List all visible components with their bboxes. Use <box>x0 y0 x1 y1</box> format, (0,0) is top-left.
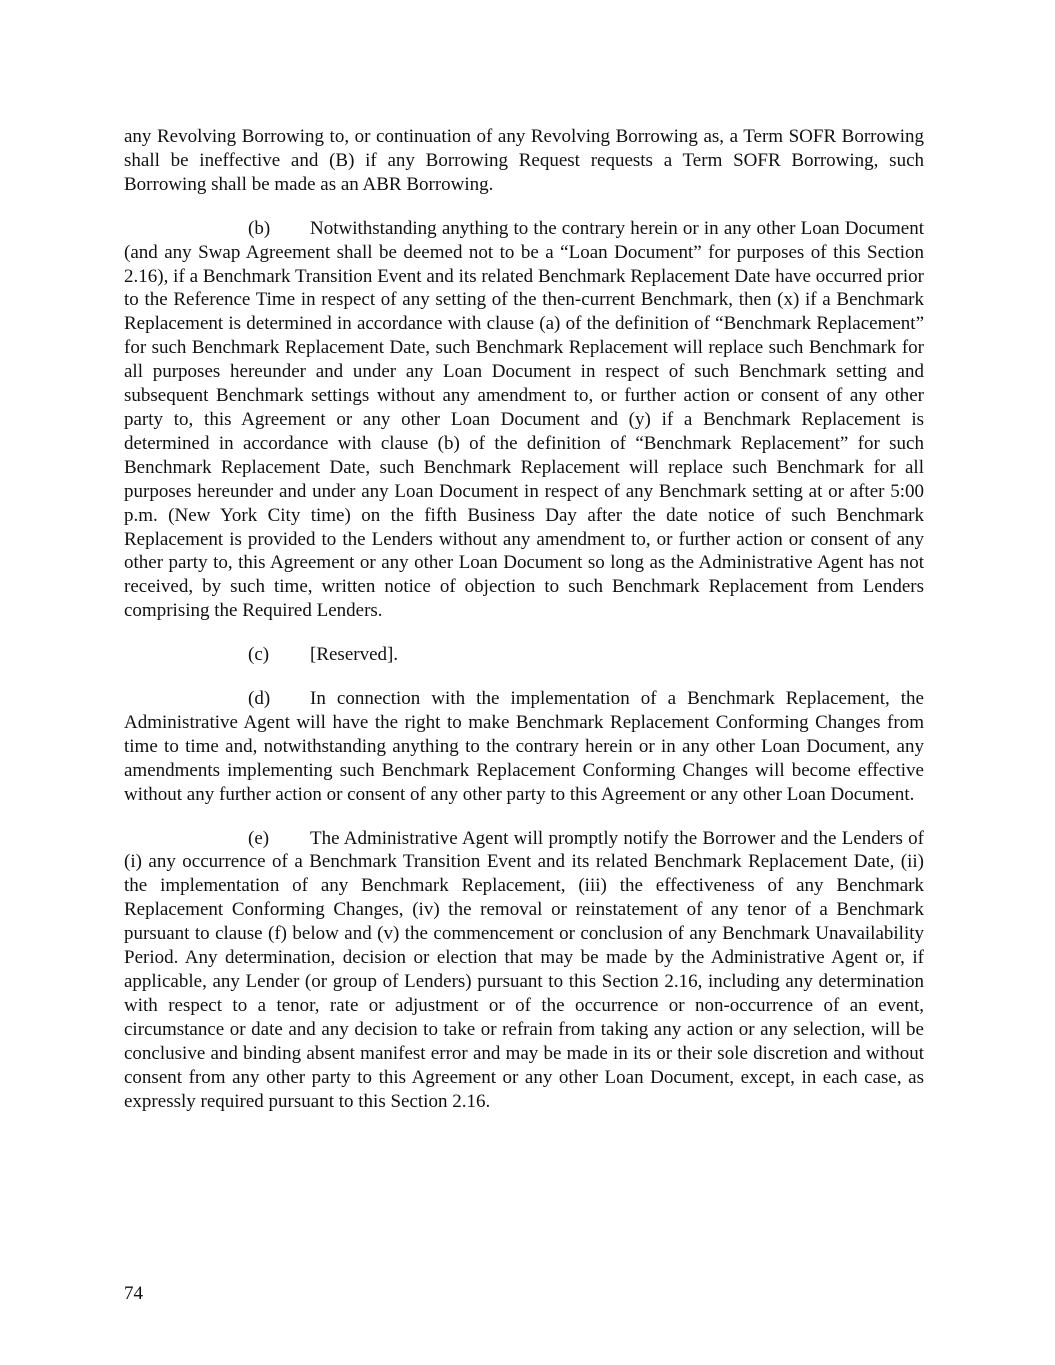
paragraph-text: Notwithstanding anything to the contrary herein or in any other Loan Document (and any Swap Agreement shall be deemed not to be a “Loan Document” for purposes of this Section 2.16), if a Benchmark Transition Event and its related Benchmark Replacement Date have occurred prior to the Reference Time in respect of any setting of the then-current Benchmark, then (x) if a Benchmark Replacement is determined in accordance with clause (a) of the definition of “Benchmark Replacement” for such Benchmark Replacement Date, such Benchmark Replacement will replace such Benchmark for all purposes hereunder and under any Loan Document in respect of such Benchmark setting and subsequent Benchmark settings without any amendment to, or further action or consent of any other party to, this Agreement or any other Loan Document and (y) if a Benchmark Replacement is determined in accordance with clause (b) of the definition of “Benchmark Replacement” for such Benchmark Replacement Date, such Benchmark Replacement will replace such Benchmark for all purposes hereunder and under any Loan Document in respect of any Benchmark setting at or after 5:00 p.m. (New York City time) on the fifth Business Day after the date notice of such Benchmark Replacement is provided to the Lenders without any amendment to, or further action or consent of any other party to, this Agreement or any other Loan Document so long as the Administrative Agent has not received, by such time, written notice of objection to such Benchmark Replacement from Lenders comprising the Required Lenders. <box>124 217 924 622</box>
paragraph-e <box>124 827 924 1114</box>
page-number: 74 <box>124 1283 143 1304</box>
paragraph-c <box>124 643 924 667</box>
intro-paragraph <box>124 125 924 197</box>
paragraph-text: In connection with the implementation of a Benchmark Replacement, the Administrative Agent will have the right to make Benchmark Replacement Conforming Changes from time to time and, notwithstanding anything to the contrary herein or in any other Loan Document, any amendments implementing such Benchmark Replacement Conforming Changes will become effective without any further action or consent of any other party to this Agreement or any other Loan Document. <box>124 688 924 805</box>
paragraph-text: [Reserved]. <box>310 644 399 666</box>
paragraph-label: (c) <box>248 644 270 666</box>
paragraph-label: (d) <box>248 688 271 710</box>
paragraph-text: The Administrative Agent will promptly notify the Borrower and the Lenders of (i) any occurrence of a Benchmark Transition Event and its related Benchmark Replacement Date, (ii) the implementation of any Benchmark Replacement, (iii) the effectiveness of any Benchmark Replacement Conforming Changes, (iv) the removal or reinstatement of any tenor of a Benchmark pursuant to clause (f) below and (v) the commencement or conclusion of any Benchmark Unavailability Period. Any determination, decision or election that may be made by the Administrative Agent or, if applicable, any Lender (or group of Lenders) pursuant to this Section 2.16, including any determination with respect to a tenor, rate or adjustment or of the occurrence or non-occurrence of an event, circumstance or date and any decision to take or refrain from taking any action or any selection, will be conclusive and binding absent manifest error and may be made in its or their sole discretion and without consent from any other party to this Agreement or any other Loan Document, except, in each case, as expressly required pursuant to this Section 2.16. <box>124 827 924 1112</box>
paragraph-d <box>124 687 924 807</box>
paragraph-b <box>124 217 924 623</box>
document-page <box>124 125 924 1113</box>
intro-paragraph-text: any Revolving Borrowing to, or continuation of any Revolving Borrowing as, a Term SOFR Borrowing shall be ineffective and (B) if any Borrowing Request requests a Term SOFR Borrowing, such Borrowing shall be made as an ABR Borrowing. <box>124 126 924 195</box>
paragraph-label: (e) <box>248 827 270 849</box>
paragraph-label: (b) <box>248 217 271 239</box>
